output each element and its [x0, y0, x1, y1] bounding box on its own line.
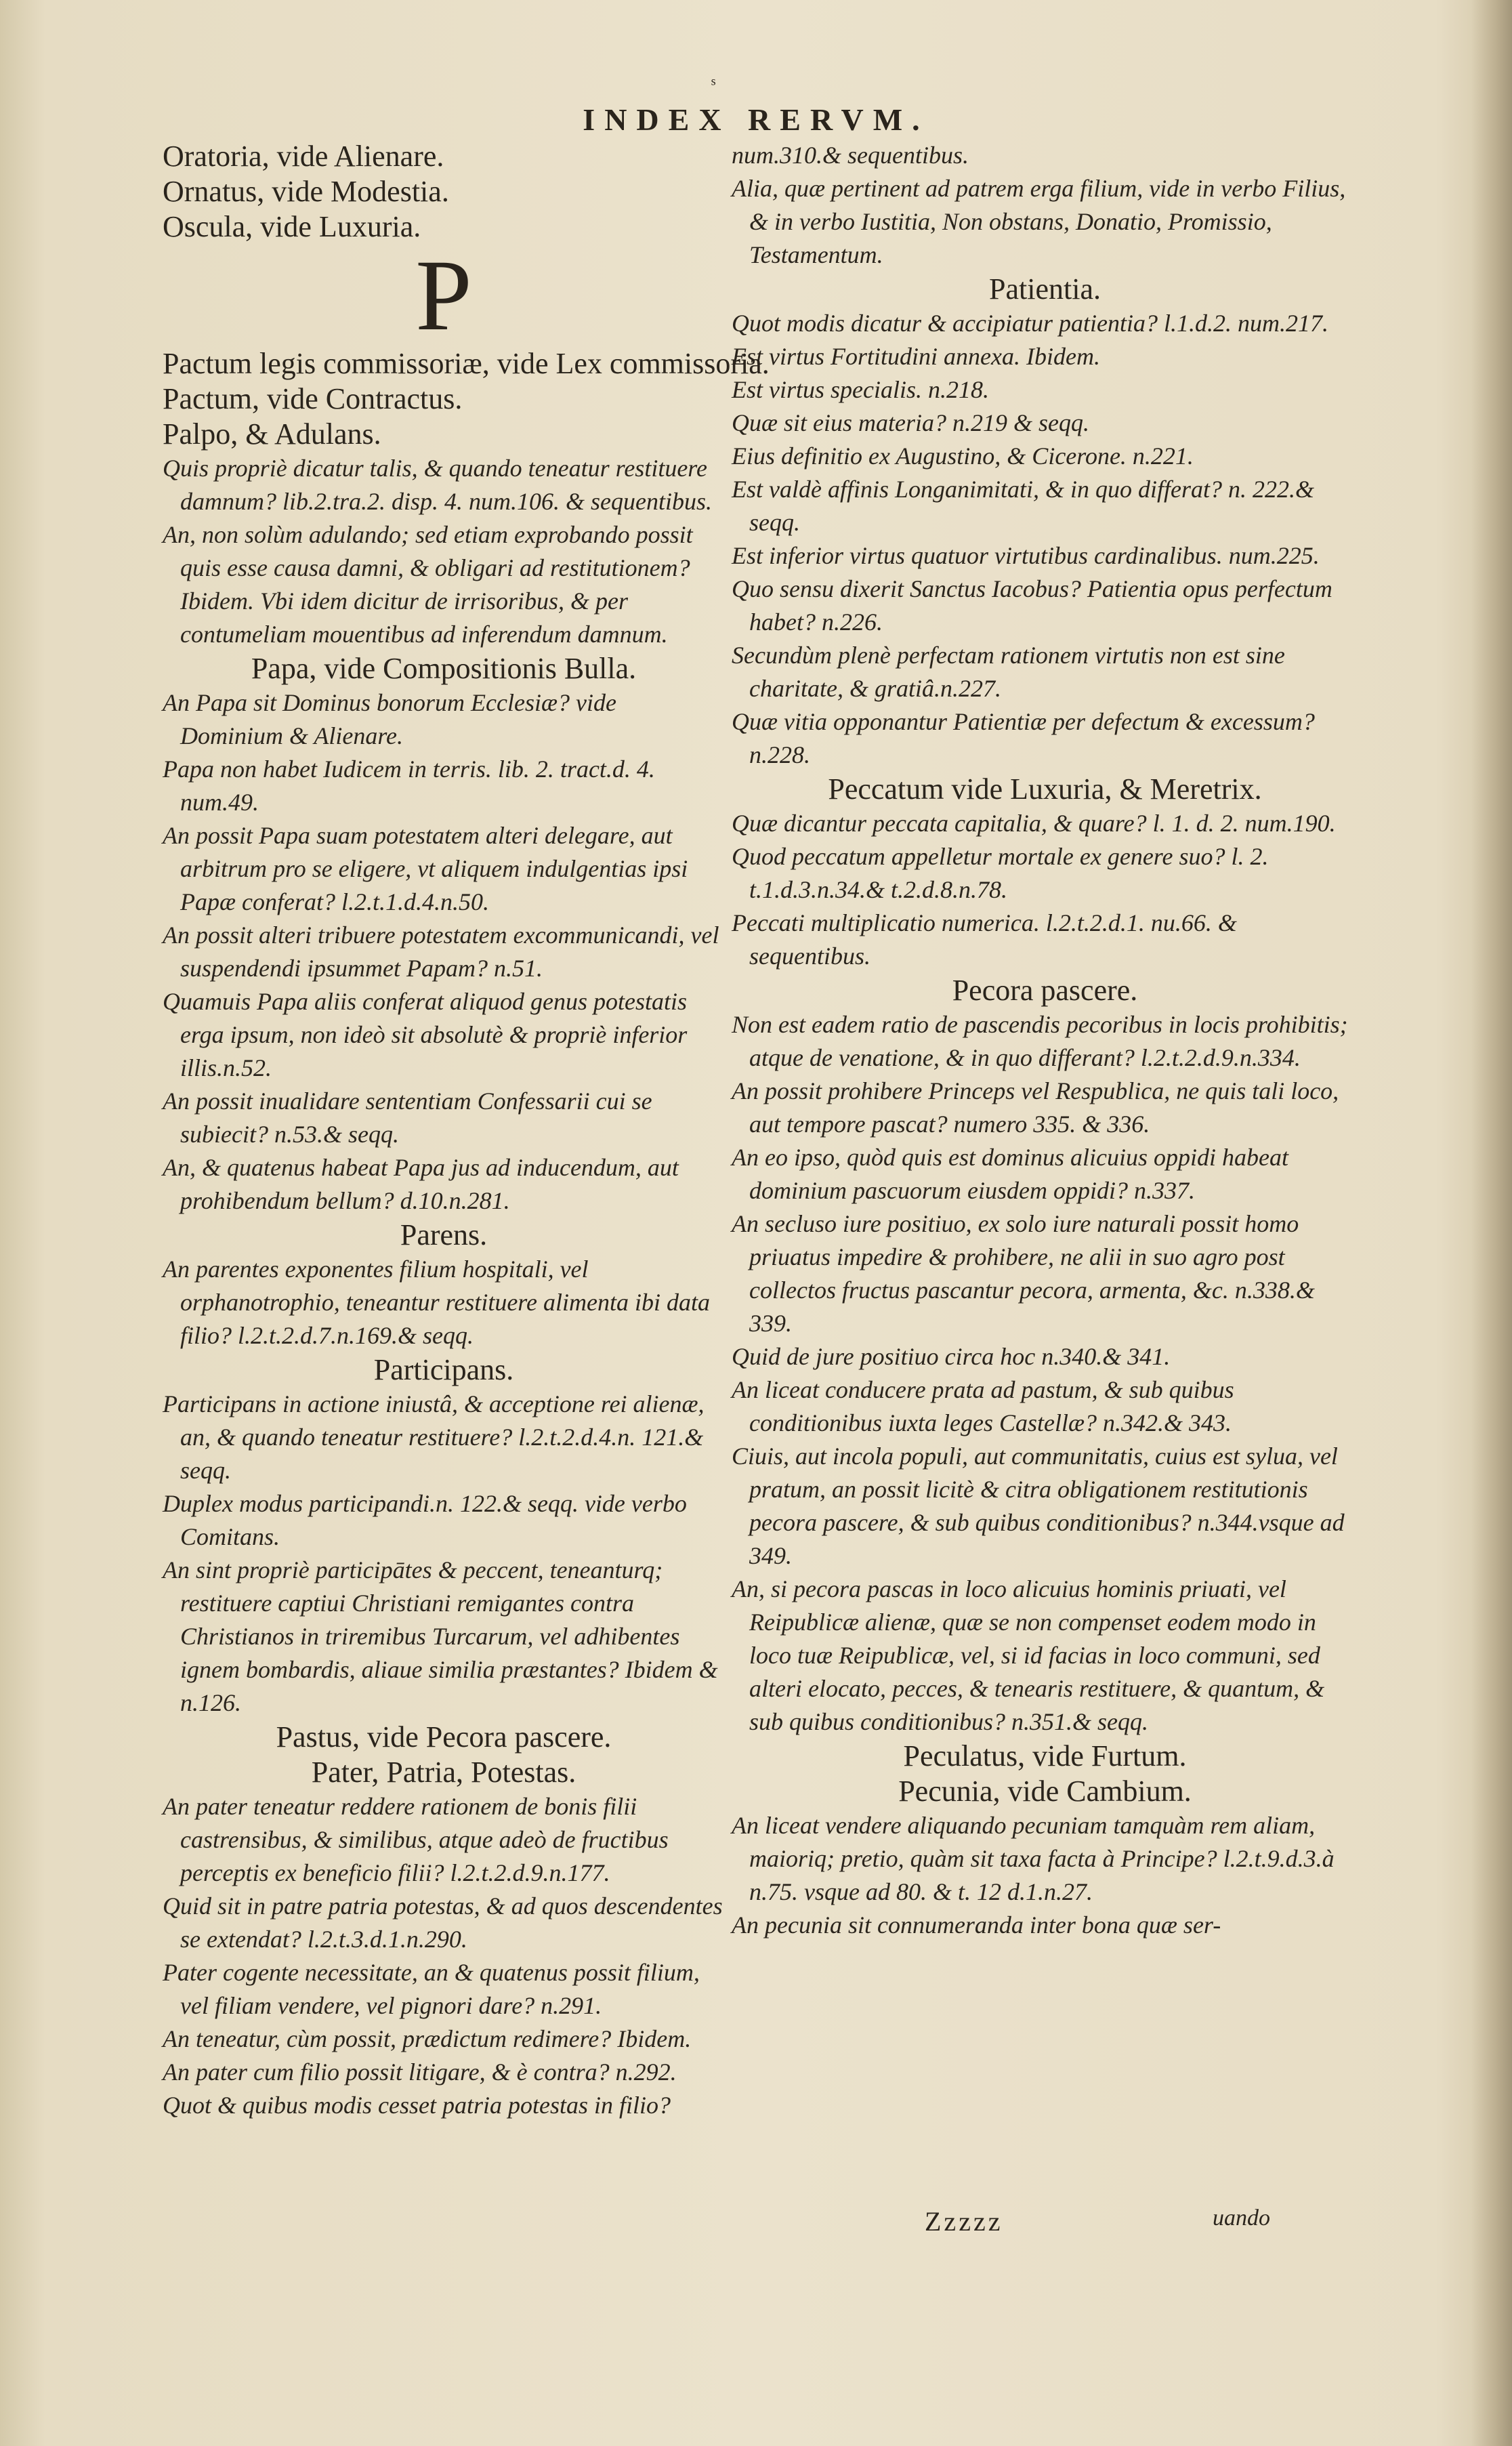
index-heading: Pater, Patria, Potestas.: [311, 1756, 576, 1789]
margin-mark: ˢ: [711, 73, 716, 96]
index-heading: Pactum legis commissoriæ, vide Lex commissoria.: [163, 347, 770, 380]
index-entry: Quid de jure positiuo circa hoc n.340.& 341.: [732, 1343, 1171, 1370]
section-letter: P: [415, 239, 472, 352]
index-heading: Peculatus, vide Furtum.: [903, 1739, 1187, 1773]
index-entry: Participans in actione iniustâ, & acceptione rei alienæ, an, & quando teneatur restituere? l.2.t.2.d.4.n. 121.& seqq.: [163, 1390, 705, 1484]
index-entry: An pater teneatur reddere rationem de bonis filii castrensibus, & similibus, atque adeò de fructibus perceptis ex beneficio filii? l.2.t.2.d.9.n.177.: [163, 1793, 669, 1886]
index-heading: Parens.: [400, 1218, 488, 1251]
left-column: [163, 139, 770, 2122]
index-entry: Quis propriè dicatur talis, & quando teneatur restituere damnum? lib.2.tra.2. disp. 4. num.106. & sequentibus.: [163, 455, 713, 515]
index-entry: Est inferior virtus quatuor virtutibus cardinalibus. num.225.: [732, 542, 1320, 569]
index-entry: An pecunia sit connumeranda inter bona quæ ser-: [732, 1911, 1221, 1939]
index-heading: Patientia.: [989, 272, 1101, 306]
index-entry: An secluso iure positiuo, ex solo iure naturali possit homo priuatus impedire & prohibere, ne alii in suo agro post collectos fructus pascantur pecora, armenta, &c. n.338.& 339.: [732, 1210, 1315, 1337]
index-entry: Quæ sit eius materia? n.219 & seqq.: [732, 409, 1089, 436]
index-entry: Quæ dicantur peccata capitalia, & quare? l. 1. d. 2. num.190.: [732, 810, 1336, 837]
signature-mark: Zzzzz: [925, 2206, 1003, 2237]
right-column: [732, 139, 1358, 1942]
index-heading: Pactum, vide Contractus.: [163, 382, 463, 415]
index-entry: An teneatur, cùm possit, prædictum redimere? Ibidem.: [163, 2025, 692, 2052]
index-entry: An eo ipso, quòd quis est dominus alicuius oppidi habeat dominium pascuorum eiusdem oppidi? n.337.: [732, 1144, 1288, 1204]
index-entry: Quod peccatum appelletur mortale ex genere suo? l. 2. t.1.d.3.n.34.& t.2.d.8.n.78.: [732, 843, 1269, 903]
index-heading: Ornatus, vide Modestia.: [163, 175, 449, 208]
index-heading: Peccatum vide Luxuria, & Meretrix.: [828, 772, 1262, 806]
index-entry: Est virtus Fortitudini annexa. Ibidem.: [732, 343, 1100, 370]
index-entry: An pater cum filio possit litigare, & è contra? n.292.: [163, 2058, 677, 2086]
index-entry: Non est eadem ratio de pascendis pecoribus in locis prohibitis; atque de venatione, & in quo differant? l.2.t.2.d.9.n.334.: [732, 1011, 1348, 1071]
index-heading: Palpo, & Adulans.: [163, 417, 381, 451]
index-heading: Pecora pascere.: [952, 974, 1138, 1007]
index-entry: Pater cogente necessitate, an & quatenus possit filium, vel filiam vendere, vel pignori dare? n.291.: [163, 1959, 700, 2019]
index-entry: Duplex modus participandi.n. 122.& seqq. vide verbo Comitans.: [163, 1490, 687, 1550]
index-heading: Oratoria, vide Alienare.: [163, 140, 444, 173]
page-edge-shadow: [1471, 0, 1512, 2446]
index-entry: Eius definitio ex Augustino, & Cicerone. n.221.: [732, 442, 1194, 470]
index-entry: An liceat vendere aliquando pecuniam tamquàm rem aliam, maioriq; pretio, quàm sit taxa facta à Principe? l.2.t.9.d.3.à n.75. vsque ad 80. & t. 12 d.1.n.27.: [732, 1812, 1335, 1905]
index-heading: Pastus, vide Pecora pascere.: [276, 1720, 612, 1754]
index-entry: An possit inualidare sententiam Confessarii cui se subiecit? n.53.& seqq.: [163, 1087, 652, 1148]
index-entry: An, non solùm adulando; sed etiam exprobando possit quis esse causa damni, & obligari ad restitutionem? Ibidem. Vbi idem dicitur de irrisoribus, & per contumeliam mouentibus ad inferendum damnum.: [163, 521, 693, 648]
index-entry: Secundùm plenè perfectam rationem virtutis non est sine charitate, & gratiâ.n.227.: [732, 642, 1285, 702]
index-entry: An possit prohibere Princeps vel Respublica, ne quis tali loco, aut tempore pascat? numero 335. & 336.: [732, 1077, 1339, 1138]
index-entry: Quot & quibus modis cesset patria potestas in filio?: [163, 2092, 671, 2119]
catchword: uando: [1213, 2205, 1270, 2231]
index-entry: num.310.& sequentibus.: [732, 142, 969, 169]
running-header: INDEX RERVM.: [583, 102, 929, 137]
index-heading: Oscula, vide Luxuria.: [163, 210, 421, 243]
index-entry: Est virtus specialis. n.218.: [732, 376, 989, 403]
index-entry: An, & quatenus habeat Papa jus ad inducendum, aut prohibendum bellum? d.10.n.281.: [163, 1154, 679, 1214]
index-entry: An sint propriè participātes & peccent, teneanturq; restituere captiui Christiani remigantes contra Christianos in triremibus Turcarum, vel adhibentes ignem bombardis, aliaue similia præstantes? Ibidem & n.126.: [163, 1556, 718, 1716]
index-entry: An Papa sit Dominus bonorum Ecclesiæ? vide Dominium & Alienare.: [163, 689, 616, 749]
index-heading: Participans.: [373, 1353, 514, 1386]
index-entry: Quid sit in patre patria potestas, & ad quos descendentes se extendat? l.2.t.3.d.1.n.290.: [163, 1892, 723, 1953]
index-entry: An parentes exponentes filium hospitali, vel orphanotrophio, teneantur restituere alimenta ibi data filio? l.2.t.2.d.7.n.169.& seqq.: [163, 1256, 710, 1349]
index-entry: Ciuis, aut incola populi, aut communitatis, cuius est sylua, vel pratum, an possit licitè & citra obligationem restitutionis pecora pascere, & sub quibus conditionibus? n.344.vsque ad 349.: [732, 1443, 1345, 1569]
index-heading: Pecunia, vide Cambium.: [898, 1775, 1192, 1808]
index-entry: Alia, quæ pertinent ad patrem erga filium, vide in verbo Filius, & in verbo Iustitia, Non obstans, Donatio, Promissio, Testamentum.: [732, 175, 1346, 268]
index-heading: Papa, vide Compositionis Bulla.: [251, 652, 637, 685]
index-entry: Quot modis dicatur & accipiatur patientia? l.1.d.2. num.217.: [732, 310, 1328, 337]
index-entry: An liceat conducere prata ad pastum, & sub quibus conditionibus iuxta leges Castellæ? n.342.& 343.: [732, 1376, 1234, 1436]
index-entry: An possit Papa suam potestatem alteri delegare, aut arbitrum pro se eligere, vt aliquem indulgentias ipsi Papæ conferat? l.2.t.1.d.4.n.50.: [163, 822, 688, 915]
index-entry: An, si pecora pascas in loco alicuius hominis priuati, vel Reipublicæ alienæ, quæ se non compenset eodem modo in loco tuæ Reipublicæ, vel, si id facias in loco communi, sed alteri elocato, pecces, & tenearis restituere, & quantum, & sub quibus conditionibus? n.351.& seqq.: [732, 1575, 1325, 1735]
index-entry: Est valdè affinis Longanimitati, & in quo differat? n. 222.& seqq.: [732, 476, 1315, 536]
index-entry: Quæ vitia opponantur Patientiæ per defectum & excessum? n.228.: [732, 708, 1315, 768]
index-entry: Peccati multiplicatio numerica. l.2.t.2.d.1. nu.66. & sequentibus.: [732, 909, 1237, 970]
index-entry: Papa non habet Iudicem in terris. lib. 2. tract.d. 4. num.49.: [163, 755, 655, 816]
index-entry: Quamuis Papa aliis conferat aliquod genus potestatis erga ipsum, non ideò sit absolutè & propriè inferior illis.n.52.: [163, 988, 688, 1081]
index-entry: An possit alteri tribuere potestatem excommunicandi, vel suspendendi ipsummet Papam? n.51.: [163, 921, 719, 982]
index-entry: Quo sensu dixerit Sanctus Iacobus? Patientia opus perfectum habet? n.226.: [732, 575, 1332, 636]
